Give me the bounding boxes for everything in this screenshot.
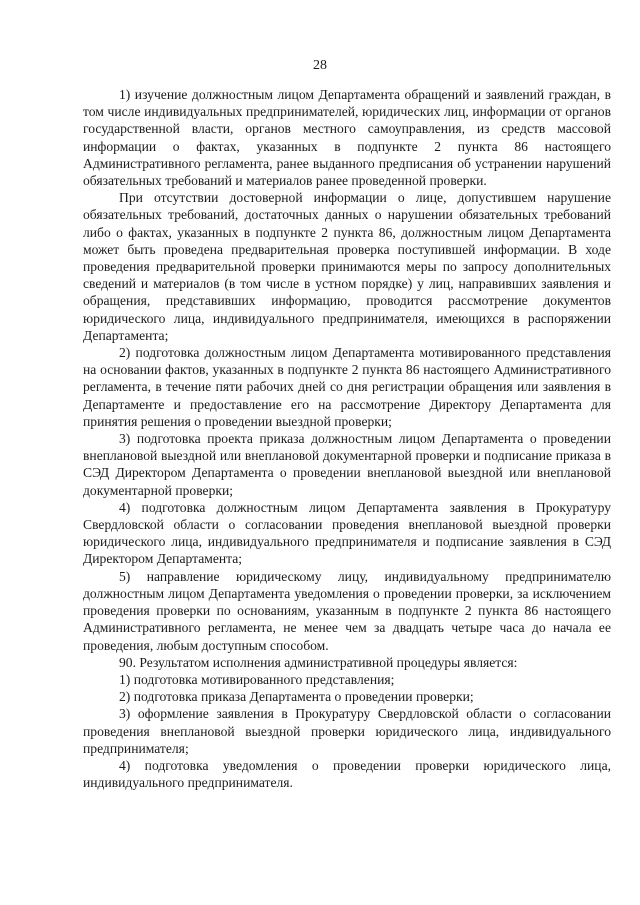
paragraph-result-1: 1) подготовка мотивированного представления; [119,671,395,687]
paragraph-result-2: 2) подготовка приказа Департамента о проведении проверки; [119,689,474,705]
paragraph-section-90: 90. Результатом исполнения административной процедуры является: [119,654,518,670]
paragraph-item-2-representation: 2) подготовка должностным лицом Департамента мотивированного представления на основании фактов, указанных в подпункте 2 пункта 86 настоящего Административного регламента, в течение пяти рабочих дней со дня регистрации обращения или заявления в Департаменте и предоставление его на рассмотрение Директору Департамента для принятия решения о проведении выездной проверки; [83,345,611,429]
paragraph-item-5-notification: 5) направление юридическому лицу, индивидуальному предпринимателю должностным лицом Департамента уведомления о проведении проверки, за исключением проведения проверки по основаниям, указанным в подпункте 2 пункта 86 настоящего Административного регламента, не менее чем за двадцать четыре часа до начала ее проведения, любым доступным способом. [83,568,611,653]
paragraph-item-3-order-draft: 3) подготовка проекта приказа должностным лицом Департамента о проведении внеплановой выездной или внеплановой документарной проверки и подписание приказа в СЭД Директором Департамента о проведении внеплановой выездной или внеплановой документарной проверки; [83,431,611,498]
paragraph-preliminary-check: При отсутствии достоверной информации о лице, допустившем нарушение обязательных требований, достаточных данных о нарушении обязательных требований либо о фактах, указанных в подпункте 2 пункта 86, должностным лицом Департамента может быть проведена предварительная проверка поступившей информации. В ходе проведения предварительной проверки принимаются меры по запросу дополнительных сведений и материалов (в том числе в устном порядке) у лиц, направивших заявления и обращения, представивших информацию, проводится рассмотрение документов юридического лица, индивидуального предпринимателя, имеющихся в распоряжении Департамента; [83,190,611,343]
paragraph-result-4: 4) подготовка уведомления о проведении проверки юридического лица, индивидуального предпринимателя. [83,757,611,791]
document-body [83,86,611,791]
paragraph-result-3: 3) оформление заявления в Прокуратуру Свердловской области о согласовании проведения внеплановой выездной проверки юридического лица, индивидуального предпринимателя; [83,706,611,756]
page-number: 28 [313,58,327,73]
paragraph-item-4-prosecutor-application: 4) подготовка должностным лицом Департамента заявления в Прокуратуру Свердловской области о согласовании проведения внеплановой выездной проверки юридического лица, индивидуального предпринимателя и подписание заявления в СЭД Директором Департамента; [83,499,611,567]
paragraph-item-1-study: 1) изучение должностным лицом Департамента обращений и заявлений граждан, в том числе индивидуальных предпринимателей, юридических лиц, информации от органов государственной власти, органов местного самоуправления, из средств массовой информации о фактах, указанных в подпункте 2 пункта 86 настоящего Административного регламента, ранее выданного предписания об устранении нарушений обязательных требований и материалов ранее проведенной проверки. [83,87,611,189]
